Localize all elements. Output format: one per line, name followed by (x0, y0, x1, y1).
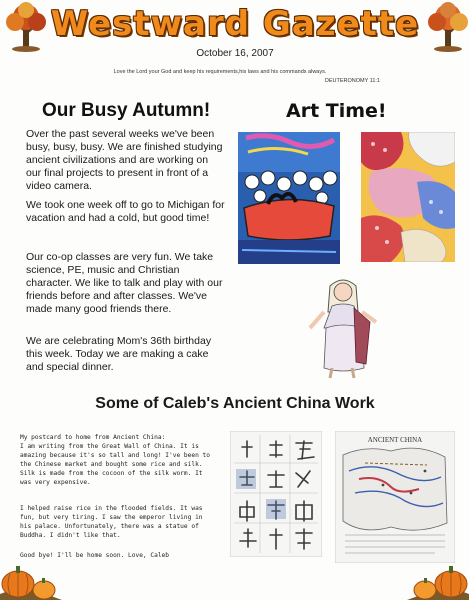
postcard-paragraph: Good bye! I'll be home soon. Love, Caleb (20, 552, 170, 559)
autumn-paragraph: We took one week off to go to Michigan for vacation and had a cold, but good time! (26, 199, 225, 224)
map-image (335, 431, 455, 563)
autumn-paragraph: We are celebrating Mom's 36th birthday this week. Today we are making a cake and special dinner. (26, 335, 212, 373)
autumn-tree-icon (4, 2, 48, 52)
issue-date: October 16, 2007 (196, 48, 274, 59)
artwork-painting-image (238, 132, 340, 264)
art-heading: Art Time! (286, 100, 387, 122)
autumn-paragraph: Over the past several weeks we've been busy, busy, busy. We are finished studying ancient civilizations and are working on our final projects to present in front of a video camera. (26, 128, 223, 192)
postcard-heading: My postcard to home from Ancient China: (20, 434, 166, 441)
chinese-characters-worksheet-image (230, 431, 322, 557)
scripture-reference: DEUTERONOMY 11:1 (324, 78, 380, 84)
scripture-verse: Love the Lord your God and keep his requirements,his laws and his commands always. (113, 69, 327, 75)
masthead (0, 0, 469, 48)
artwork-collage-image (361, 132, 455, 262)
map-title: ANCIENT CHINA (367, 436, 423, 444)
autumn-tree-icon (426, 2, 469, 52)
postcard-paragraph: I helped raise rice in the flooded fields. It was fun, but very tiring. I saw the emperor living in his palace. Unfortunately, there was a statue of Buddha. I didn't like that. (20, 505, 203, 539)
postcard-paragraph: I am writing from the Great Wall of China. It is amazing because it's so tall and long! I've been to the Chinese market and bought some rice and silk. Silk is made from the cocoon of the silk worm. It was very expensive. (20, 443, 210, 486)
newsletter-title: Westward Gazette (50, 4, 420, 44)
ancient-china-map (335, 431, 455, 563)
autumn-paragraph: Our co-op classes are very fun. We take science, PE, music and Christian character. We like to talk and play with our friends before and after classes. We've made many good friends there. (26, 251, 223, 315)
china-heading: Some of Caleb's Ancient China Work (95, 395, 375, 412)
autumn-heading: Our Busy Autumn! (42, 100, 211, 121)
roman-figure-drawing (306, 272, 380, 380)
pumpkin-icon (0, 558, 62, 600)
pumpkin-icon (407, 558, 469, 600)
